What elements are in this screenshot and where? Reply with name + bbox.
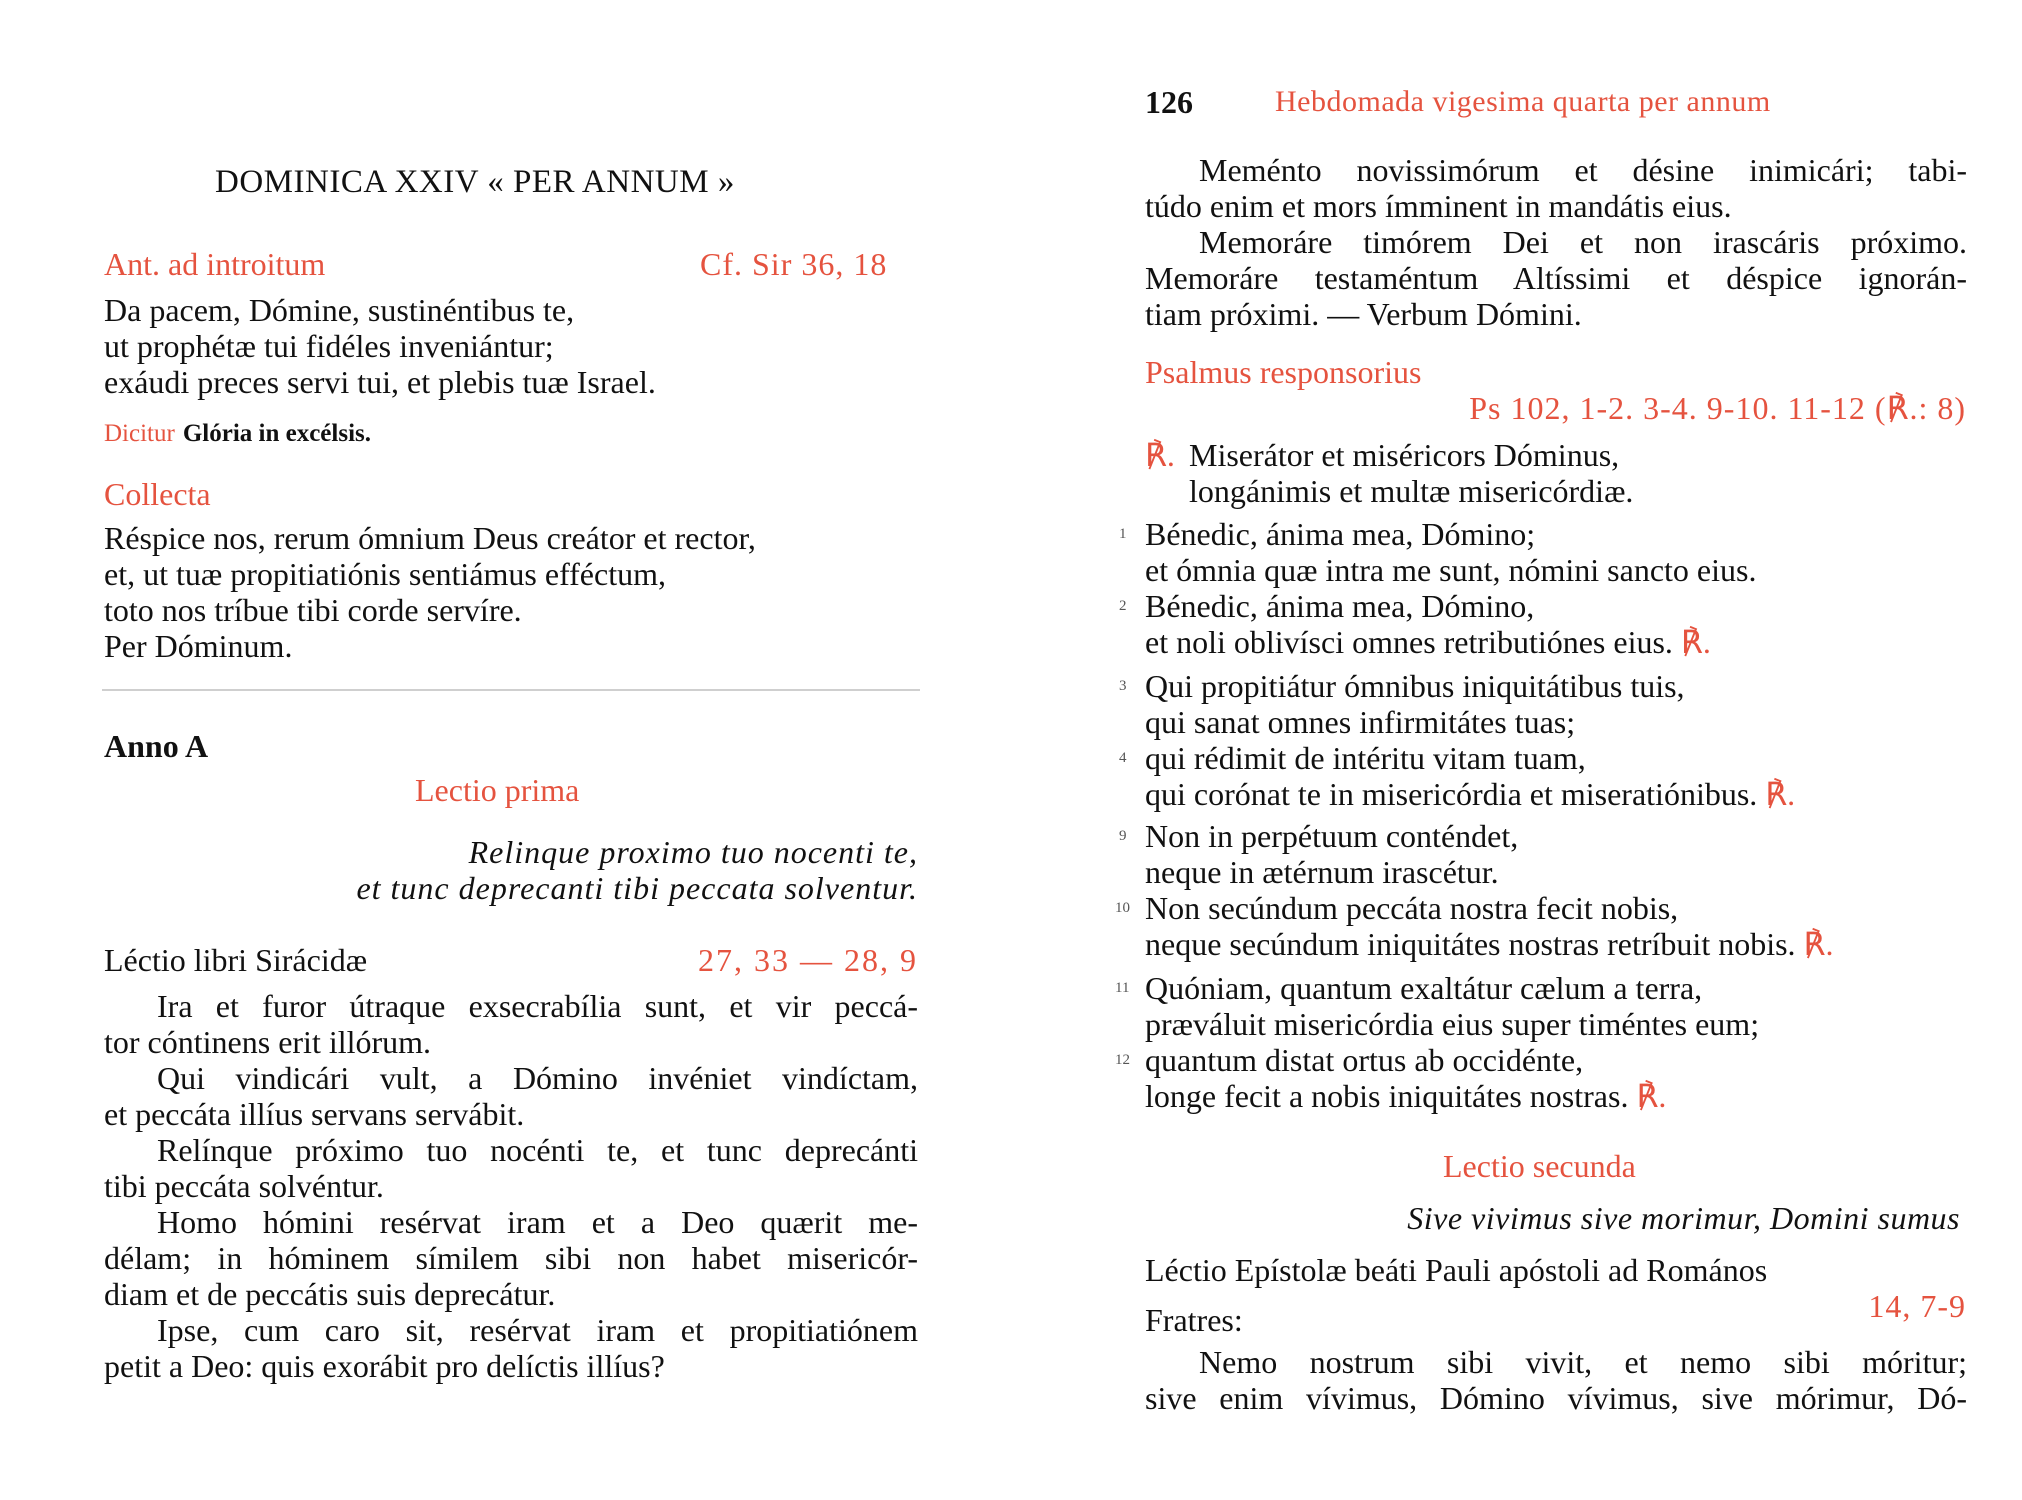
dicitur-label: Dicitur (104, 420, 175, 447)
psalm-verse: qui rédimit de intéritu vitam tuam, (1145, 740, 1586, 776)
psalm-verse-with-response (1145, 624, 1711, 660)
reading-line: Memoráre timórem Dei et non irascáris próximo. (1199, 224, 1967, 260)
reading-line: sive enim vívimus, Dómino vívimus, sive mórimur, Dó- (1145, 1380, 1967, 1416)
introit-line: exáudi preces servi tui, et plebis tuæ Israel. (104, 364, 656, 400)
lectio-secunda-source: Léctio Epístolæ beáti Pauli apóstoli ad Romános (1145, 1252, 1768, 1288)
psalm-verse-with-response (1145, 776, 1795, 812)
psalm-verse: qui sanat omnes infirmitátes tuas; (1145, 704, 1576, 740)
psalm-verse-with-response (1145, 1078, 1666, 1114)
reading-line: diam et de peccátis suis deprecátur. (104, 1276, 556, 1312)
year-heading: Anno A (104, 728, 209, 764)
dicitur-line (104, 412, 371, 452)
reading-line: tibi peccáta solvéntur. (104, 1168, 384, 1204)
psalm-verse: neque secúndum iniquitátes nostras retríbuit nobis. (1145, 926, 1796, 962)
collecta-label: Collecta (104, 476, 211, 512)
response-mark: ℟. (1680, 624, 1711, 660)
reading-line: délam; in hóminem símilem sibi non habet misericór- (104, 1240, 918, 1276)
reading-line: Meménto novissimórum et désine inimicári; tabi- (1199, 152, 1967, 188)
page-title: DOMINICA XXIV « PER ANNUM » (215, 164, 735, 200)
reading-line: Ira et furor útraque exsecrabília sunt, et vir peccá- (157, 988, 918, 1024)
psalm-verse: Qui propitiátur ómnibus iniquitátibus tuis, (1145, 668, 1685, 704)
verse-number: 1 (1119, 526, 1127, 542)
response-mark: ℟. (1803, 926, 1834, 962)
verse-number: 9 (1119, 828, 1127, 844)
collecta-line: Per Dóminum. (104, 628, 293, 664)
lectio-prima-motto: et tunc deprecanti tibi peccata solventur. (356, 870, 918, 906)
lectio-secunda-label: Lectio secunda (1443, 1148, 1636, 1184)
collecta-line: Réspice nos, rerum ómnium Deus creátor et rector, (104, 520, 756, 556)
psalm-verse: et ómnia quæ intra me sunt, nómini sancto eius. (1145, 552, 1757, 588)
verse-number: 2 (1119, 598, 1127, 614)
lectio-prima-source: Léctio libri Sirácidæ (104, 942, 368, 978)
psalm-label: Psalmus responsorius (1145, 354, 1422, 390)
psalm-verse: longe fecit a nobis iniquitátes nostras. (1145, 1078, 1629, 1114)
running-head: Hebdomada vigesima quarta per annum (1275, 85, 1771, 118)
lectio-prima-label: Lectio prima (415, 772, 580, 808)
response-symbol: ℟. (1145, 437, 1175, 473)
reading-line: Homo hómini resérvat iram et a Deo quærit me- (157, 1204, 918, 1240)
psalm-reference: Ps 102, 1-2. 3-4. 9-10. 11-12 (℟.: 8) (1469, 390, 1966, 426)
lectio-prima-motto: Relinque proximo tuo nocenti te, (468, 834, 918, 870)
reading-line: Nemo nostrum sibi vivit, et nemo sibi móritur; (1199, 1344, 1967, 1380)
reading-line: Relínque próximo tuo nocénti te, et tunc deprecánti (157, 1132, 918, 1168)
salutation: Fratres: (1145, 1302, 1243, 1338)
verse-number: 10 (1115, 900, 1130, 916)
psalm-verse: neque in ætérnum irascétur. (1145, 854, 1499, 890)
psalm-verse: Bénedic, ánima mea, Dómino, (1145, 588, 1535, 624)
reading-line: tor cóntinens erit illórum. (104, 1024, 432, 1060)
psalm-verse: Non secúndum peccáta nostra fecit nobis, (1145, 890, 1679, 926)
introit-reference: Cf. Sir 36, 18 (700, 246, 888, 282)
response-line: Miserátor et miséricors Dóminus, (1189, 437, 1620, 473)
verse-number: 12 (1115, 1052, 1130, 1068)
psalm-verse: quantum distat ortus ab occidénte, (1145, 1042, 1584, 1078)
right-page (1011, 0, 2022, 1500)
collecta-line: toto nos tríbue tibi corde servíre. (104, 592, 522, 628)
reading-line: Qui vindicári vult, a Dómino invéniet vindíctam, (157, 1060, 918, 1096)
psalm-verse: Bénedic, ánima mea, Dómino; (1145, 516, 1536, 552)
psalm-verse: et noli oblivísci omnes retributiónes eius. (1145, 624, 1673, 660)
reading-line: túdo enim et mors ímminent in mandátis eius. (1145, 188, 1732, 224)
reading-line: tiam próximi. — Verbum Dómini. (1145, 296, 1582, 332)
psalm-verse: qui corónat te in misericórdia et miseratiónibus. (1145, 776, 1758, 812)
dicitur-text: Glória in excélsis. (182, 420, 371, 447)
lectio-secunda-motto: Sive vivimus sive morimur, Domini sumus (1407, 1200, 1960, 1236)
lectio-secunda-reference: 14, 7-9 (1868, 1288, 1966, 1324)
introit-label: Ant. ad introitum (104, 246, 326, 282)
response-mark: ℟. (1636, 1078, 1667, 1114)
introit-line: ut prophétæ tui fidéles inveniántur; (104, 328, 554, 364)
reading-line: Ipse, cum caro sit, resérvat iram et propitiatiónem (157, 1312, 918, 1348)
collecta-line: et, ut tuæ propitiatiónis sentiámus efféctum, (104, 556, 666, 592)
response-mark: ℟. (1765, 776, 1796, 812)
reading-line: et peccáta illíus servans servábit. (104, 1096, 525, 1132)
psalm-verse: Non in perpétuum conténdet, (1145, 818, 1519, 854)
verse-number: 4 (1119, 750, 1127, 766)
reading-line: petit a Deo: quis exorábit pro delíctis illíus? (104, 1348, 665, 1384)
psalm-verse-with-response (1145, 926, 1833, 962)
psalm-verse: Quóniam, quantum exaltátur cælum a terra, (1145, 970, 1703, 1006)
reading-line: Memoráre testaméntum Altíssimi et déspice ignorán- (1145, 260, 1967, 296)
page-number: 126 (1145, 84, 1193, 120)
lectio-prima-reference: 27, 33 — 28, 9 (698, 942, 918, 978)
introit-line: Da pacem, Dómine, sustinéntibus te, (104, 292, 575, 328)
response-line: longánimis et multæ misericórdiæ. (1189, 473, 1634, 509)
verse-number: 11 (1115, 980, 1130, 996)
psalm-verse: præváluit misericórdia eius super timéntes eum; (1145, 1006, 1760, 1042)
section-divider (102, 689, 920, 691)
verse-number: 3 (1119, 678, 1127, 694)
